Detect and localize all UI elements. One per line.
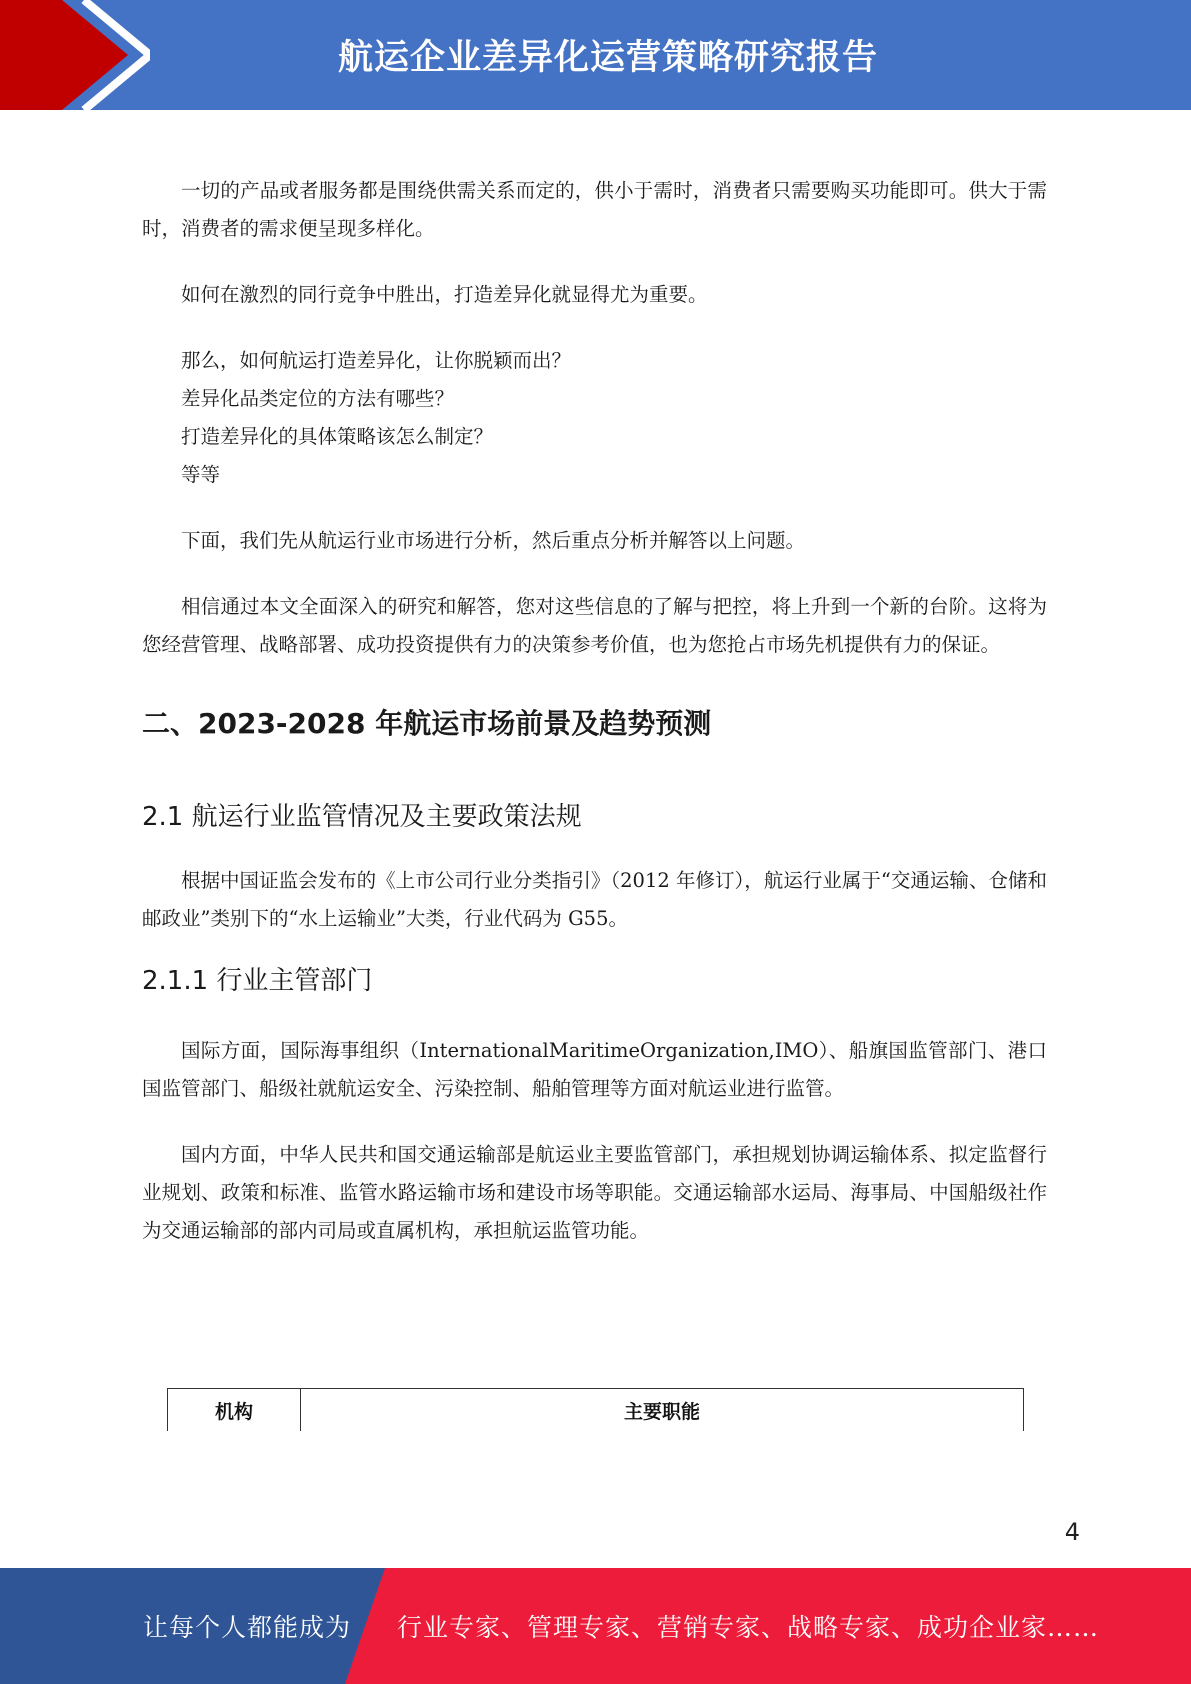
- question-line-1: 那么，如何航运打造差异化，让你脱颖而出？: [181, 349, 572, 372]
- footer-slogan-left: 让每个人都能成为: [143, 1613, 352, 1642]
- intro-paragraph-4: 相信通过本文全面深入的研究和解答，您对这些信息的了解与把控，将上升到一个新的台阶。这将为您经营管理、战略部署、成功投资提供有力的决策参考价值，也为您抢占市场先机提供有力的保证。: [142, 595, 1047, 656]
- regulator-table: [167, 1388, 1024, 1431]
- page-number: 4: [1064, 1518, 1080, 1546]
- page-footer-band: [0, 1568, 1191, 1684]
- section-2-1-1-paragraph-1: 国际方面，国际海事组织（InternationalMaritimeOrganization,IMO）、船旗国监管部门、港口国监管部门、船级社就航运安全、污染控制、船舶管理等方面对航运业进行监管。: [142, 1039, 1047, 1100]
- table-header-main-function: 主要职能: [301, 1389, 1024, 1432]
- section-2-1-paragraph: 根据中国证监会发布的《上市公司行业分类指引》（2012 年修订），航运行业属于“交通运输、仓储和邮政业”类别下的“水上运输业”大类，行业代码为 G55。: [142, 869, 1047, 930]
- section-2-1-1-paragraph-2: 国内方面，中华人民共和国交通运输部是航运业主要监管部门，承担规划协调运输体系、拟定监督行业规划、政策和标准、监管水路运输市场和建设市场等职能。交通运输部水运局、海事局、中国船级社作为交通运输部的部内司局或直属机构，承担航运监管功能。: [142, 1143, 1047, 1242]
- report-title: 航运企业差异化运营策略研究报告: [337, 38, 878, 78]
- footer-slogan-right: 行业专家、管理专家、营销专家、战略专家、成功企业家……: [397, 1613, 1100, 1642]
- question-line-3: 打造差异化的具体策略该怎么制定？: [181, 425, 494, 448]
- page-content: [142, 172, 1047, 1250]
- table-header-institution: 机构: [168, 1389, 301, 1432]
- intro-paragraph-1: 一切的产品或者服务都是围绕供需关系而定的，供小于需时，消费者只需要购买功能即可。供大于需时，消费者的需求便呈现多样化。: [142, 179, 1047, 240]
- page-header-band: [0, 0, 1191, 110]
- section-2-1-1-heading: 2.1.1 行业主管部门: [142, 966, 373, 996]
- intro-paragraph-3: 下面，我们先从航运行业市场进行分析，然后重点分析并解答以上问题。: [181, 529, 806, 552]
- intro-paragraph-2: 如何在激烈的同行竞争中胜出，打造差异化就显得尤为重要。: [181, 283, 708, 306]
- table-header-row: [168, 1389, 1024, 1432]
- question-line-4: 等等: [181, 463, 221, 486]
- section-2-heading: 二、2023-2028 年航运市场前景及趋势预测: [142, 707, 712, 740]
- section-2-1-heading: 2.1 航运行业监管情况及主要政策法规: [142, 802, 582, 832]
- question-line-2: 差异化品类定位的方法有哪些？: [181, 387, 455, 410]
